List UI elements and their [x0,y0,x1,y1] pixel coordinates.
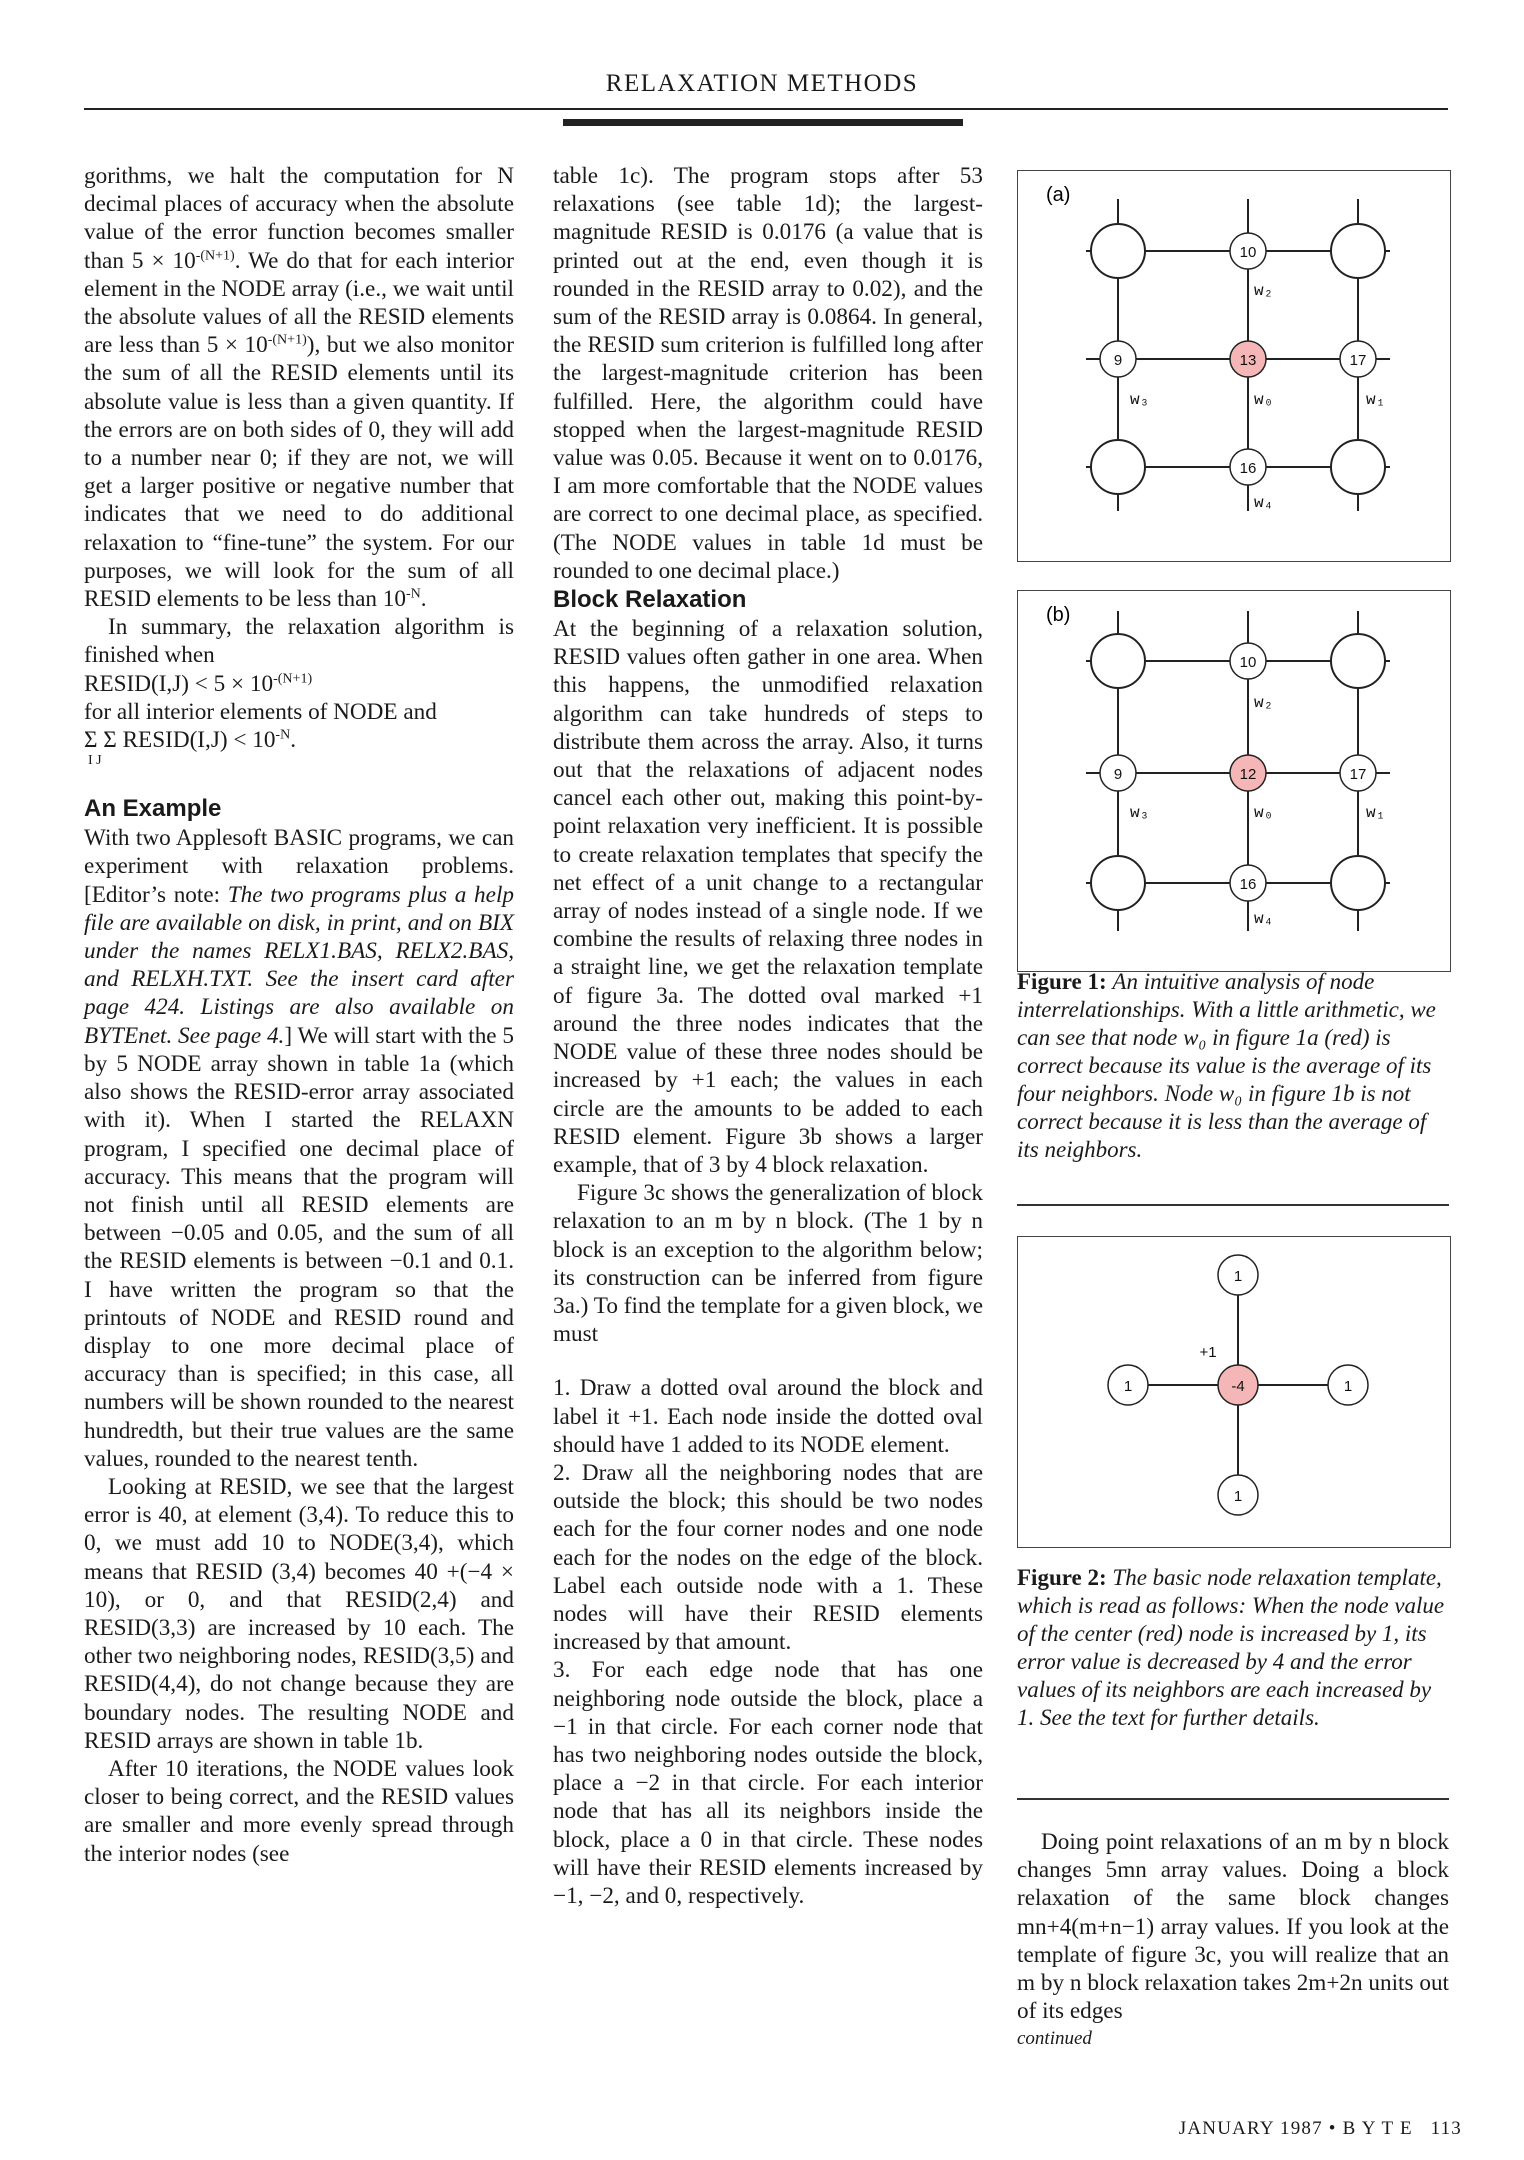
section-heading: Block Relaxation [553,586,747,614]
node-bottom-value: 1 [1233,1488,1243,1505]
formula: RESID(I,J) < $5 \times 10^{-(N+1)}$ [84,670,313,697]
label-w1: w₁ [1366,391,1386,409]
node-left-value: 9 [1113,352,1123,369]
node-left-value: 9 [1113,766,1123,783]
paragraph: At the beginning of a relaxation solution, RESID values often gather in one area. When this happens, the unmodified relaxation algorithm can take hundreds of steps to distribute them across the array. Also, it turns out that the relaxations of adjacent nodes cancel each other out, making this point-by-point relaxation very inefficient. It is possible to create relaxation templates that specify the net effect of a unit change to a rectangular array of nodes instead of a single node. If we combine the results of relaxing three nodes in a straight line, we get the relaxation template of figure 3a. The dotted oval marked +1 around the three nodes indicates that the NODE value of these three nodes should be increased by +1 each; the values in each circle are the amounts to be added to each RESID element. Figure 3b shows a larger example, that of 3 by 4 block relaxation. [553,616,983,1178]
label-w2: w₂ [1254,694,1274,712]
node-left-value: 1 [1123,1378,1133,1395]
label-w2: w₂ [1254,282,1274,300]
node-top-value: 10 [1239,654,1257,671]
label-w3: w₃ [1130,391,1150,409]
figure-1a [1017,170,1451,562]
node-right-value: 17 [1349,352,1367,369]
header-bar [563,119,963,126]
node-bottom-value: 16 [1239,460,1257,477]
label-w4: w₄ [1254,494,1274,512]
formula-sum: Σ Σ RESID(I,J) < $10^{-N}$. [84,727,296,754]
column-2 [553,162,983,1910]
increment-label: +1 [1199,1344,1217,1361]
node-center-value: 13 [1239,352,1257,369]
label-w0: w₀ [1254,804,1274,822]
node-top-value: 10 [1239,244,1257,261]
figure-2-caption: Figure 2: The basic node relaxation template, which is read as follows: When the node value of the center (red) node is increased by 1, its error value is decreased by 4 and the error values of its neighbors are each increased by 1. See the text for further details. [1017,1565,1445,1730]
label-w3: w₃ [1130,804,1150,822]
header-rule [84,108,1448,110]
paragraph: table 1c). The program stops after 53 relaxations (see table 1d); the largest-magnitude RESID is 0.0176 (a value that is printed out at the end, even though it is rounded in the RESID array to 0.02), and the sum of the RESID array is 0.0864. In general, the RESID sum criterion is fulfilled long after the largest-magnitude criterion has been fulfilled. Here, the algorithm could have stopped when the largest-magnitude RESID value was 0.05. Because it went on to 0.0176, I am more comfortable that the NODE values are correct to one decimal place, as specified. (The NODE values in table 1d must be rounded to one decimal place.) [553,163,983,584]
caption-rule [1017,1798,1449,1800]
figure-2 [1017,1236,1451,1548]
paragraph: Looking at RESID, we see that the largest error is 40, at element (3,4). To reduce this to 0, we must add 10 to NODE(3,4), which means that RESID (3,4) becomes 40 +(−4 × 10), or 0, and that RESID(2,4) and RESID(3,3) are increased by 10 each. The other two neighboring nodes, RESID(3,5) and RESID(4,4), do not change because they are boundary nodes. The resulting NODE and RESID arrays are shown in table 1b. [84,1473,514,1754]
paragraph: In summary, the relaxation algorithm is finished when [84,614,514,669]
page-footer: JANUARY 1987 • B Y T E 113 [1178,2118,1462,2139]
label-w1: w₁ [1366,804,1386,822]
node-bottom-value: 16 [1239,876,1257,893]
paragraph: With two Applesoft BASIC programs, we can experiment with relaxation problems. [Editor’s note: The two programs plus a help file are available on disk, in print, and on BIX under the names RELX1.BAS, RELX2.BAS, and RELXH.TXT. See the insert card after page 424. Listings are also available on BYTEnet. See page 4.] We will start with the 5 by 5 NODE array shown in table 1a (which also shows the RESID-error array associated with it). When I started the RELAXN program, I specified one decimal place of accuracy. This means that the program will not finish until all RESID elements are between −0.05 and 0.05, and the sum of all the RESID elements is between −0.1 and 0.1. I have written the program so that the printouts of NODE and RESID round and display to one more decimal place of accuracy than is specified; in this case, all numbers will be shown rounded to the nearest hundredth, but their true values are the same values, rounded to the nearest tenth. [84,825,514,1472]
figure-1b [1017,590,1451,972]
paragraph: Doing point relaxations of an m by n block changes 5mn array values. Doing a block relaxation of the same block changes mn+4(m+n−1) array values. If you look at the template of figure 3c, you will realize that an m by n block relaxation takes 2m+2n units out of its edges [1017,1829,1449,2025]
list-item: 2. Draw all the neighboring nodes that are outside the block; this should be two nodes each for the four corner nodes and one node each for the nodes on the edge of the block. Label each outside node with a 1. These nodes will have their RESID elements increased by that amount. [553,1459,983,1656]
figure-1-caption: Figure 1: An intuitive analysis of node interrelationships. With a little arithmetic, we can see that node w₀ in figure 1a (red) is correct because its value is the average of its four neighbors. Node w₀ in figure 1b is not correct because it is less than the average of its neighbors. [1017,969,1436,1162]
caption-rule [1017,1204,1449,1206]
header-title: RELAXATION METHODS [605,70,919,97]
figure-label: (a) [1046,184,1071,206]
list-item: 3. For each edge node that has one neighboring node outside the block, place a −1 in that circle. For each corner node that has two neighboring nodes outside the block, place a −2 in that circle. For each interior node that has all its neighbors inside the block, place a 0 in that circle. These nodes will have their RESID elements increased by −1, −2, and 0, respectively. [553,1657,983,1909]
list-item: 1. Draw a dotted oval around the block and label it +1. Each node inside the dotted oval should have 1 added to its NODE element. [553,1375,983,1458]
sum-indices: I J [88,753,102,769]
node-center-value: 12 [1239,766,1257,783]
paragraph: gorithms, we halt the computation for N decimal places of accuracy when the absolute value of the error function becomes smaller than $5 \times 10^{-(N+1)}$. We do that for each interior element in the NODE array (i.e., we wait until the absolute values of all the RESID elements are less than $5 \times 10^{-(N+1)}$), but we also monitor the sum of all the RESID elements until its absolute value is less than a given quantity. If the errors are on both sides of 0, they will add to a number near 0; if they are not, we will get a larger positive or negative number that indicates that we need to do additional relaxation to “fine-tune” the system. For our purposes, we will look for the sum of all RESID elements to be less than $10^{-N}$. [84,163,514,613]
label-w4: w₄ [1254,910,1274,928]
column-3 [1017,1828,1449,2054]
paragraph: Figure 3c shows the generalization of block relaxation to an m by n block. (The 1 by n block is an exception to the algorithm below; its construction can be inferred from figure 3a.) To find the template for a given block, we must [553,1180,983,1348]
paragraph: After 10 iterations, the NODE values look closer to being correct, and the RESID values are smaller and more evenly spread through the interior nodes (see [84,1755,514,1867]
node-right-value: 17 [1349,766,1367,783]
node-right-value: 1 [1343,1378,1353,1395]
column-1 [84,162,514,1868]
paragraph: for all interior elements of NODE and [84,698,437,725]
figure-label: (b) [1046,604,1071,626]
section-heading: An Example [84,795,222,823]
node-center-value: -4 [1231,1378,1245,1395]
continued-label: continued [1017,2028,1092,2050]
label-w0: w₀ [1254,391,1274,409]
node-top-value: 1 [1233,1268,1243,1285]
